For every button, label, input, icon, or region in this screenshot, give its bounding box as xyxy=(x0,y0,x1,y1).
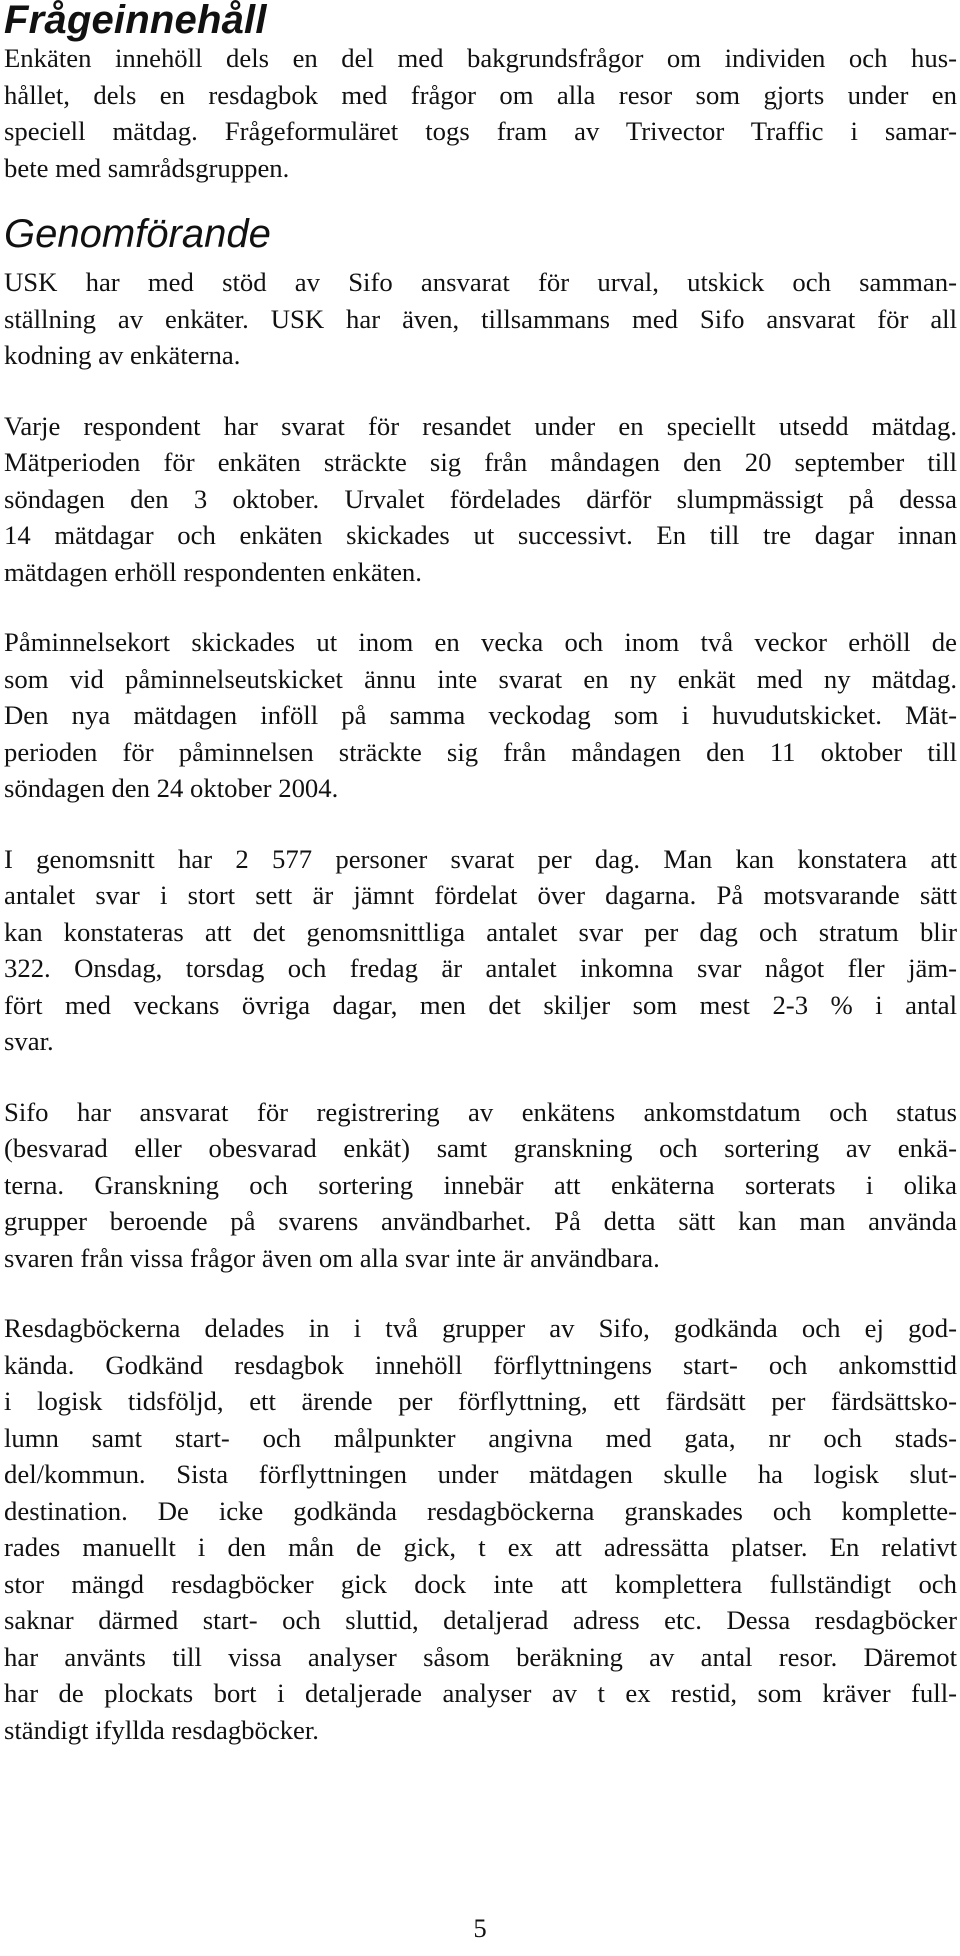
paragraph-3 xyxy=(4,408,957,591)
paragraph-4 xyxy=(4,624,957,807)
paragraph-line: I genomsnitt har 2 577 personer svarat per dag. Man kan konstatera att xyxy=(4,843,957,874)
paragraph-line: (besvarad eller obesvarad enkät) samt granskning och sortering av enkä- xyxy=(4,1133,957,1163)
paragraph-line: kan konstateras att det genomsnittliga antalet svar per dag och stratum blir xyxy=(4,916,957,947)
paragraph-line: i logisk tidsföljd, ett ärende per förflyttning, ett färdsätt per färdsättsko- xyxy=(4,1386,957,1416)
paragraph-line: bete med samrådsgruppen. xyxy=(4,152,290,183)
paragraph-line: lumn samt start- och målpunkter angivna med gata, nr och stads- xyxy=(4,1422,957,1453)
paragraph-line: terna. Granskning och sortering innebär att enkäterna sorterats i olika xyxy=(4,1169,957,1200)
paragraph-line: saknar därmed start- och sluttid, detaljerad adress etc. Dessa resdagböcker xyxy=(4,1605,957,1635)
paragraph-line: 322. Onsdag, torsdag och fredag är antalet inkomna svar något fler jäm- xyxy=(4,953,957,983)
paragraph-line: söndagen den 24 oktober 2004. xyxy=(4,773,339,803)
paragraph-line: kända. Godkänd resdagbok innehöll förflyttningens start- och ankomsttid xyxy=(4,1349,957,1380)
paragraph-line: ställning av enkäter. USK har även, tillsammans med Sifo ansvarat för all xyxy=(4,303,957,334)
paragraph-1 xyxy=(4,40,957,186)
paragraph-line: Enkäten innehöll dels en del med bakgrundsfrågor om individen och hus- xyxy=(4,43,957,73)
paragraph-line: stor mängd resdagböcker gick dock inte att komplettera fullständigt och xyxy=(4,1568,957,1599)
paragraph-line: rades manuellt i den mån de gick, t ex att adressätta platser. En relativt xyxy=(4,1532,957,1562)
paragraph-line: Varje respondent har svarat för resandet under en speciellt utsedd mätdag. xyxy=(4,410,957,441)
paragraph-line: grupper beroende på svarens användbarhet. På detta sätt kan man använda xyxy=(4,1206,957,1236)
paragraph-line: har de plockats bort i detaljerade analyser av t ex restid, som kräver full- xyxy=(4,1678,957,1708)
paragraph-line: kodning av enkäterna. xyxy=(4,340,241,370)
document-content xyxy=(4,0,960,1748)
paragraph-5 xyxy=(4,841,957,1060)
paragraph-line: 14 mätdagar och enkäten skickades ut successivt. En till tre dagar innan xyxy=(4,520,957,550)
page-number: 5 xyxy=(473,1913,487,1943)
paragraph-line: svaren från vissa frågor även om alla svar inte är användbara. xyxy=(4,1242,660,1273)
paragraph-line: Sifo har ansvarat för registrering av enkätens ankomstdatum och status xyxy=(4,1096,957,1127)
paragraph-6 xyxy=(4,1094,957,1277)
paragraph-line: USK har med stöd av Sifo ansvarat för urval, utskick och samman- xyxy=(4,267,957,297)
paragraph-line: som vid påminnelseutskicket ännu inte svarat en ny enkät med ny mätdag. xyxy=(4,663,957,694)
paragraph-2 xyxy=(4,264,957,374)
paragraph-line: del/kommun. Sista förflyttningen under mätdagen skulle ha logisk slut- xyxy=(4,1459,957,1489)
section-heading-fragainnehall: Frågeinnehåll xyxy=(4,0,267,42)
paragraph-line: Påminnelsekort skickades ut inom en vecka och inom två veckor erhöll de xyxy=(4,627,957,657)
paragraph-line: fört med veckans övriga dagar, men det skiljer som mest 2-3 % i antal xyxy=(4,989,957,1020)
paragraph-line: antalet svar i stort sett är jämnt fördelat över dagarna. På motsvarande sätt xyxy=(4,880,957,910)
paragraph-7 xyxy=(4,1310,957,1748)
paragraph-line: Mätperioden för enkäten sträckte sig från måndagen den 20 september till xyxy=(4,447,957,477)
section-heading-genomforande: Genomförande xyxy=(4,212,271,256)
paragraph-line: hållet, dels en resdagbok med frågor om alla resor som gjorts under en xyxy=(4,79,957,110)
paragraph-line: destination. De icke godkända resdagböckerna granskades och komplette- xyxy=(4,1495,957,1526)
paragraph-line: mätdagen erhöll respondenten enkäten. xyxy=(4,556,422,587)
paragraph-line: Den nya mätdagen inföll på samma veckodag som i huvudutskicket. Mät- xyxy=(4,700,957,730)
paragraph-line: Resdagböckerna delades in i två grupper av Sifo, godkända och ej god- xyxy=(4,1313,957,1343)
paragraph-line: söndagen den 3 oktober. Urvalet fördelades därför slumpmässigt på dessa xyxy=(4,483,957,514)
paragraph-line: ständigt ifyllda resdagböcker. xyxy=(4,1714,319,1745)
paragraph-line: har använts till vissa analyser såsom beräkning av antal resor. Däremot xyxy=(4,1641,957,1672)
paragraph-line: svar. xyxy=(4,1026,54,1056)
paragraph-line: perioden för påminnelsen sträckte sig från måndagen den 11 oktober till xyxy=(4,736,957,767)
paragraph-line: speciell mätdag. Frågeformuläret togs fram av Trivector Traffic i samar- xyxy=(4,116,957,146)
